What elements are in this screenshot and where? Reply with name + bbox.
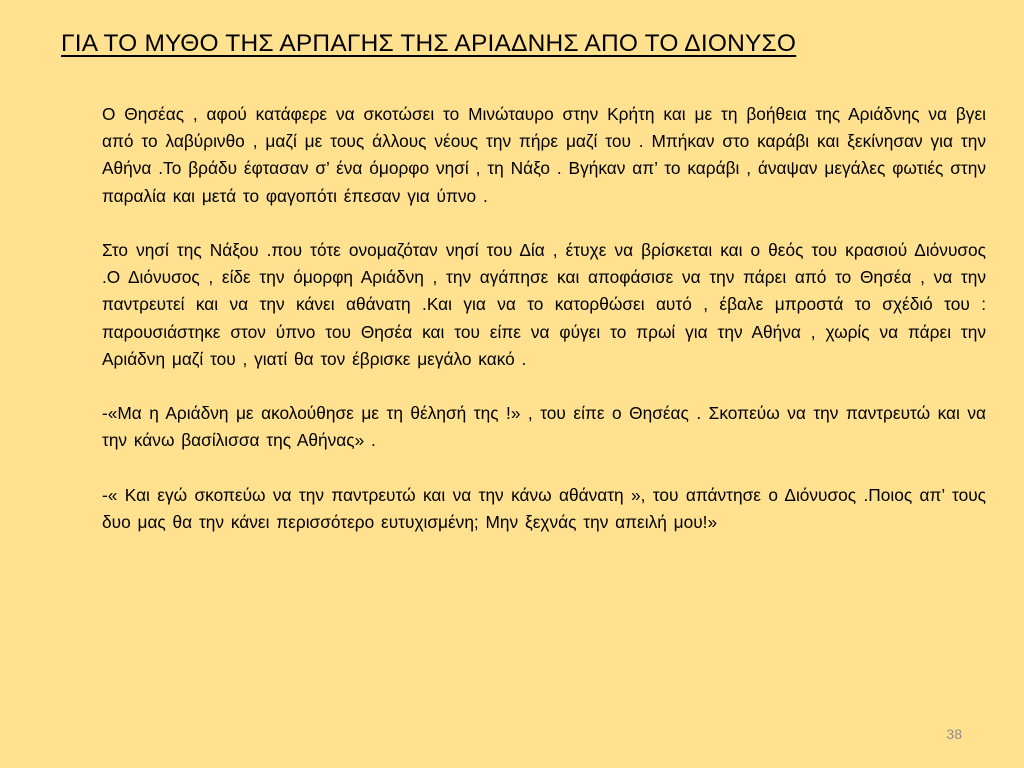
body-text: [102, 101, 986, 563]
paragraph-theseus-reply: -«Μα η Αριάδνη με ακολούθησε με τη θέλησή της !» , του είπε ο Θησέας . Σκοπεύω να την παντρευτώ και να την κάνω βασίλισσα της Αθήνας» .: [102, 403, 986, 451]
paragraph-dionysus-reply: -« Και εγώ σκοπεύω να την παντρευτώ και να την κάνω αθάνατη », του απάντησε ο Διόνυσος .Ποιος απ’ τους δυο μας θα την κάνει περισσότερο ευτυχισμένη; Μην ξεχνάς την απειλή μου!»: [102, 484, 986, 532]
paragraph-theseus-escape: Ο Θησέας , αφού κατάφερε να σκοτώσει το Μινώταυρο στην Κρήτη και με τη βοήθεια της Αριάδνης να βγει από το λαβύρινθο , μαζί με τους άλλους νέους την πήρε μαζί του . Μπήκαν στο καράβι και ξεκίνησαν για την Αθήνα .Το βράδυ έφτασαν σ’ ένα όμορφο νησί , τη Νάξο . Βγήκαν απ’ το καράβι , άναψαν μεγάλες φωτιές στην παραλία και μετά το φαγοπότι έπεσαν για ύπνο .: [102, 104, 986, 206]
slide-title: ΓΙΑ ΤΟ ΜΥΘΟ ΤΗΣ ΑΡΠΑΓΗΣ ΤΗΣ ΑΡΙΑΔΝΗΣ ΑΠΟ ΤΟ ΔΙΟΝΥΣΟ: [61, 30, 797, 57]
paragraph-dionysus-plan: Στο νησί της Νάξου .που τότε ονομαζόταν νησί του Δία , έτυχε να βρίσκεται και ο θεός του κρασιού Διόνυσος .Ο Διόνυσος , είδε την όμορφη Αριάδνη , την αγάπησε και αποφάσισε να την πάρει από το Θησέα , να την παντρευτεί και να την κάνει αθάνατη .Και για να το κατορθώσει αυτό , έβαλε μπροστά το σχέδιό του : παρουσιάστηκε στον ύπνο του Θησέα και του είπε να φύγει το πρωί για την Αθήνα , χωρίς να πάρει την Αριάδνη μαζί του , γιατί θα τον έβρισκε μεγάλο κακό .: [102, 240, 986, 369]
page-number: 38: [946, 726, 962, 742]
